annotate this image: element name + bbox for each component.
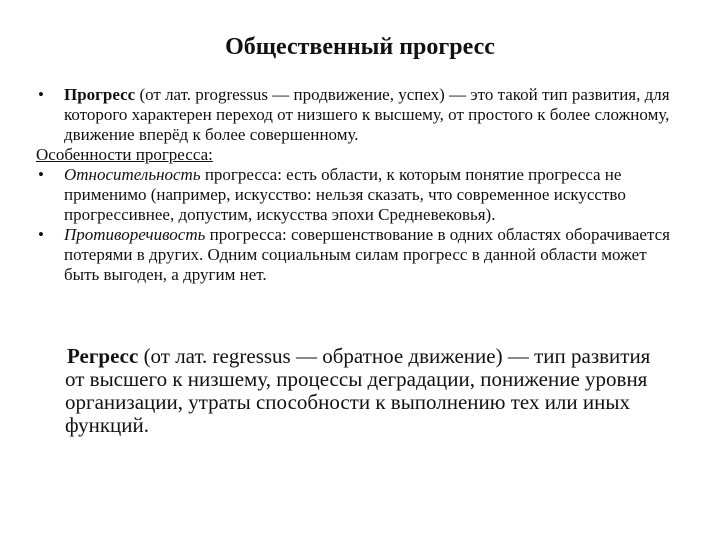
relativity-description: прогресса: есть области, к которым понятие прогресса не применимо (например, искусство: нельзя сказать, что современное искусство прогрессивнее, допустим, искусства эпохи Средневековья). [64,165,626,224]
contradiction-description: прогресса: совершенствование в одних областях оборачивается потерями в других. Одним социальным силам прогресс в данной области может быть выгоден, а другим нет. [64,225,670,284]
progress-definition: (от лат. progressus — продвижение, успех) — это такой тип развития, для которого характерен переход от низшего к высшему, от простого к более сложному, движение вперёд к более совершенному. [64,85,670,144]
feature-text [64,225,676,285]
regress-text: (от лат. regressus — обратное движение) — тип развития от высшего к низшему, процессы деградации, понижение уровня организации, утраты способности к выполнению тех или иных функций. [65,344,651,437]
slide-content [36,85,676,285]
bullet-marker: • [38,85,44,104]
bullet-marker: • [38,225,44,244]
contradiction-term: Противоречивость [64,225,206,244]
progress-definition-text [64,85,676,145]
regress-definition [65,345,665,437]
slide-title: Общественный прогресс [225,34,495,60]
progress-definition-bullet [36,85,676,145]
regress-term: Регресс [67,344,139,368]
bullet-marker: • [38,165,44,184]
feature-bullet-contradiction [36,225,676,285]
feature-text [64,165,676,225]
progress-term: Прогресс [64,85,136,104]
features-heading: Особенности прогресса: [36,145,213,164]
relativity-term: Относительность [64,165,201,184]
feature-bullet-relativity [36,165,676,225]
